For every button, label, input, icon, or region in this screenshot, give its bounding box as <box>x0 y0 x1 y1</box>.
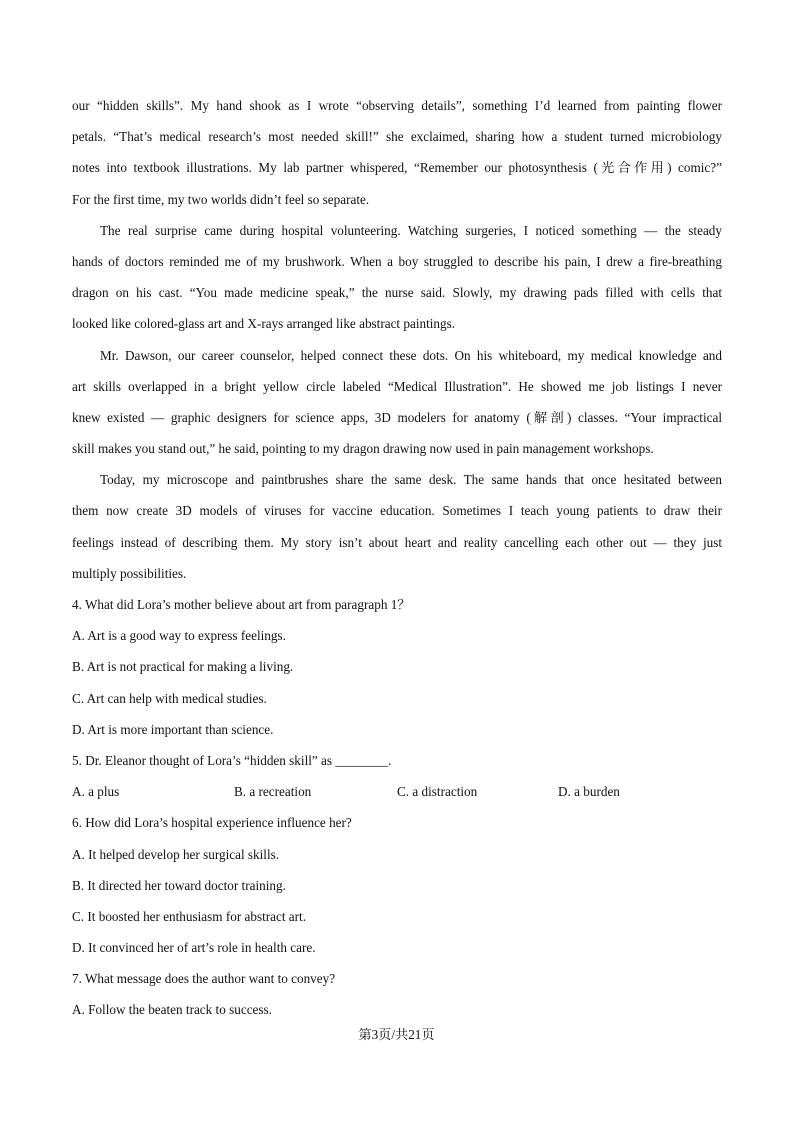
answer-option: A. Art is a good way to express feelings. <box>72 628 286 644</box>
text-line: multiply possibilities. <box>72 565 187 581</box>
answer-option: A. a plus <box>72 784 120 800</box>
answer-option: A. It helped develop her surgical skills. <box>72 846 280 862</box>
text-line: our “hidden skills”. My hand shook as I wrote “observing details”, something I’d learned from painting flower <box>72 98 722 113</box>
answer-option: B. It directed her toward doctor training. <box>72 877 286 893</box>
answer-option: D. Art is more important than science. <box>72 721 274 737</box>
text-line: knew existed — graphic designers for science apps, 3D modelers for anatomy (解剖) classes. “Your impractical <box>72 409 722 425</box>
paragraph <box>72 90 722 215</box>
answer-option: C. Art can help with medical studies. <box>72 690 267 706</box>
text-line: them now create 3D models of viruses for vaccine education. Sometimes I teach young patients to draw their <box>72 503 722 519</box>
text-line: feelings instead of describing them. My story isn’t about heart and reality cancelling each other out — they just <box>72 534 722 550</box>
answer-option: A. Follow the beaten track to success. <box>72 1002 272 1018</box>
text-line: dragon on his cast. “You made medicine speak,” the nurse said. Slowly, my drawing pads filled with cells that <box>72 285 722 301</box>
answer-options-row <box>72 776 722 807</box>
question-stem: 7. What message does the author want to convey? <box>72 971 336 987</box>
text-line: skill makes you stand out,” he said, pointing to my dragon drawing now used in pain management workshops. <box>72 441 654 457</box>
text-line: hands of doctors reminded me of my brushwork. When a boy struggled to describe his pain, I drew a fire-breathing <box>72 253 722 269</box>
text-line: notes into textbook illustrations. My lab partner whispered, “Remember our photosynthesis (光合作用) comic?” <box>72 160 722 176</box>
answer-option: B. a recreation <box>234 784 312 800</box>
document-page <box>72 90 722 1026</box>
paragraph <box>72 464 722 589</box>
text-line: Mr. Dawson, our career counselor, helped connect these dots. On his whiteboard, my medical knowledge and <box>100 347 722 363</box>
question-5 <box>72 745 722 807</box>
page-footer <box>0 1025 793 1045</box>
answer-option: C. It boosted her enthusiasm for abstract art. <box>72 908 307 924</box>
question-4 <box>72 589 722 745</box>
paragraph <box>72 215 722 340</box>
paragraph <box>72 340 722 465</box>
page-number: 第3页/共21页 <box>358 1027 435 1042</box>
question-7 <box>72 963 722 1025</box>
question-stem: 4. What did Lora’s mother believe about art from paragraph 1？ <box>72 597 411 612</box>
text-line: art skills overlapped in a bright yellow circle labeled “Medical Illustration”. He showed me job listings I never <box>72 378 722 394</box>
text-line: looked like colored-glass art and X-rays arranged like abstract paintings. <box>72 316 456 332</box>
answer-option: D. It convinced her of art’s role in health care. <box>72 940 316 956</box>
question-stem: 5. Dr. Eleanor thought of Lora’s “hidden skill” as ________. <box>72 752 392 768</box>
question-6 <box>72 807 722 963</box>
answer-option: D. a burden <box>558 784 620 800</box>
answer-option: C. a distraction <box>397 784 478 800</box>
text-line: petals. “That’s medical research’s most needed skill!” she exclaimed, sharing how a student turned microbiology <box>72 129 722 145</box>
question-stem: 6. How did Lora’s hospital experience influence her? <box>72 815 352 831</box>
text-line: Today, my microscope and paintbrushes share the same desk. The same hands that once hesitated between <box>100 472 722 488</box>
answer-option: B. Art is not practical for making a living. <box>72 659 294 675</box>
text-line: For the first time, my two worlds didn’t feel so separate. <box>72 191 370 207</box>
text-line: The real surprise came during hospital volunteering. Watching surgeries, I noticed something — the steady <box>100 222 722 238</box>
